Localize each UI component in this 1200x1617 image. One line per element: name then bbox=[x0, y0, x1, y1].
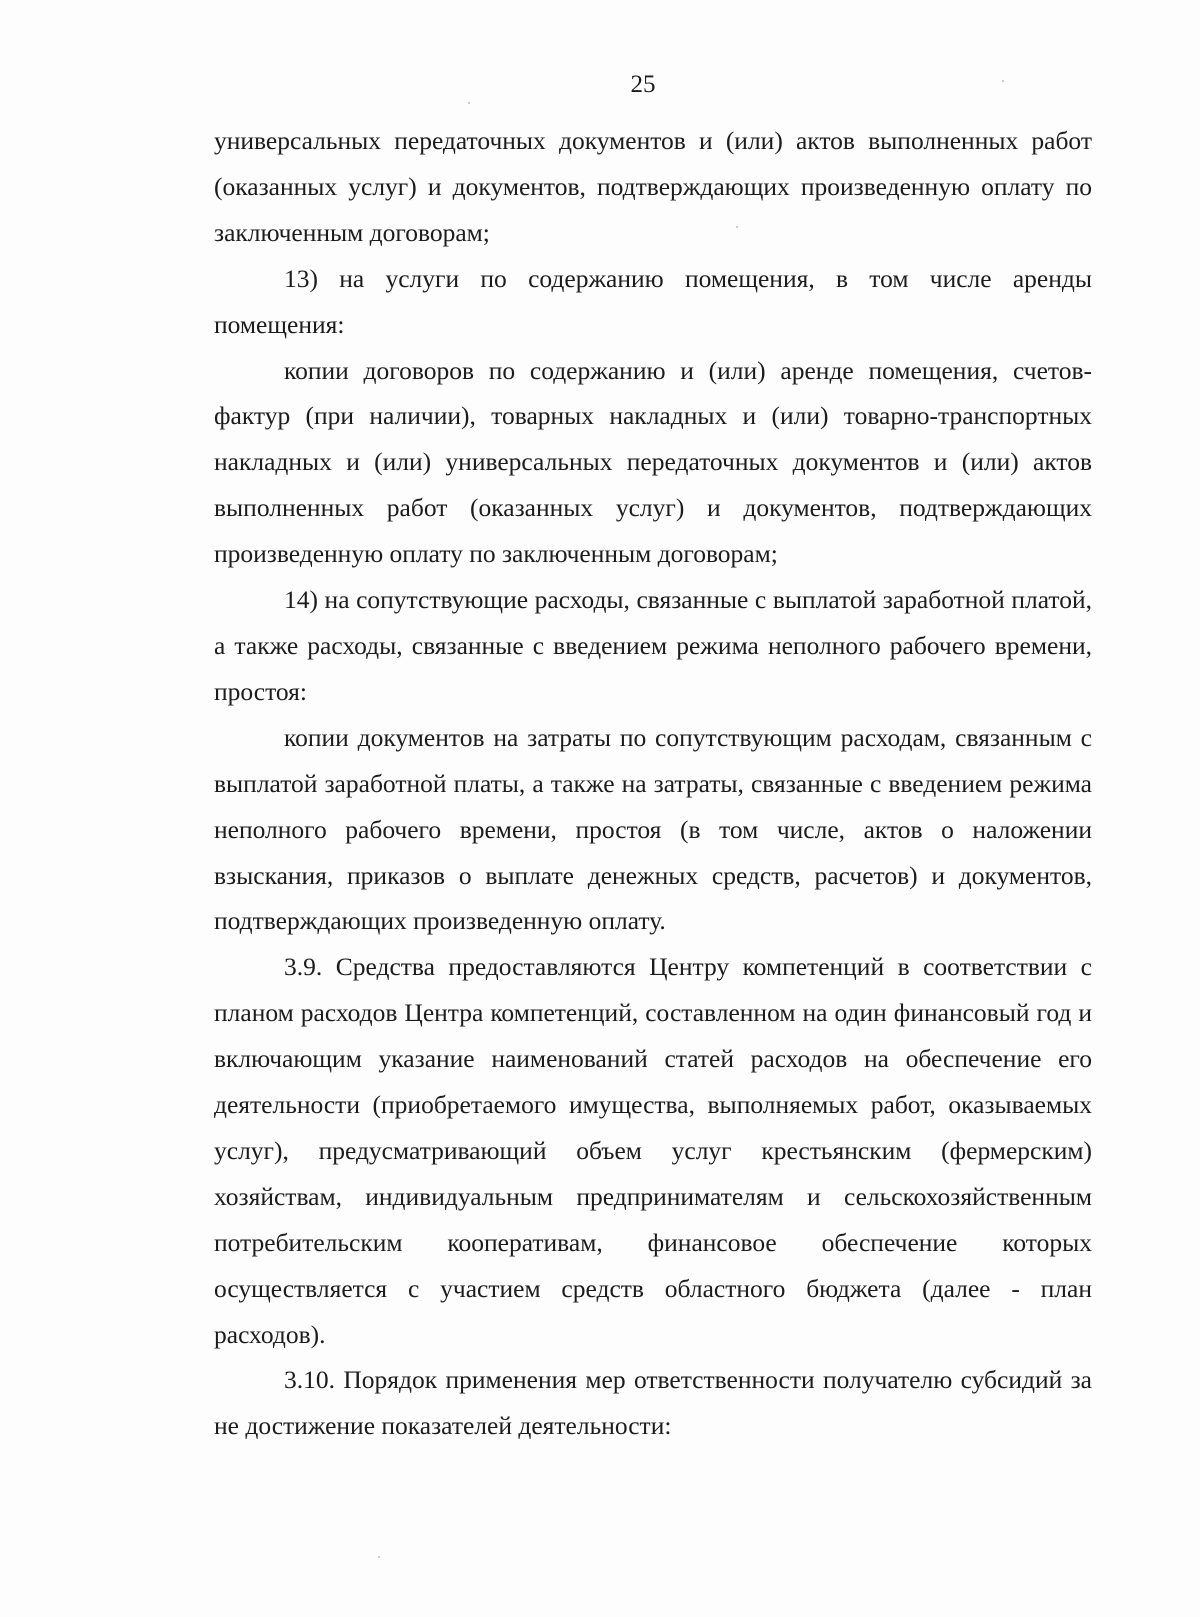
scan-speck bbox=[1002, 80, 1004, 82]
paragraph-item-13: 13) на услуги по содержанию помещения, в том числе аренды помещения: bbox=[214, 263, 1092, 339]
paragraph-continuation: универсальных передаточных документов и (или) актов выполненных работ (оказанных услуг) и документов, подтверждающих произведенную оплату по заключенным договорам; bbox=[214, 126, 1092, 247]
paragraph-section-3-10: 3.10. Порядок применения мер ответственности получателю субсидий за не достижение показателей деятельности: bbox=[214, 1365, 1092, 1441]
scan-speck bbox=[736, 226, 738, 228]
scan-speck bbox=[378, 1556, 380, 1558]
paragraph-item-14: 14) на сопутствующие расходы, связанные с выплатой заработной платой, а также расходы, связанные с введением режима неполного рабочего времени, простоя: bbox=[214, 585, 1092, 706]
scan-speck bbox=[468, 102, 470, 104]
document-body bbox=[214, 118, 1092, 1449]
paragraph-item-13-documents: копии договоров по содержанию и (или) аренде помещения, счетов-фактур (при наличии), товарных накладных и (или) товарно-транспортных накладных и (или) универсальных передаточных документов и (или) актов выполненных работ (оказанных услуг) и документов, подтверждающих произведенную оплату по заключенным договорам; bbox=[214, 355, 1092, 569]
paragraph-item-14-documents: копии документов на затраты по сопутствующим расходам, связанным с выплатой заработной платы, а также на затраты, связанные с введением режима неполного рабочего времени, простоя (в том числе, актов о наложении взыскания, приказов о выплате денежных средств, расчетов) и документов, подтверждающих произведенную оплату. bbox=[214, 722, 1092, 936]
page-number: 25 bbox=[630, 71, 656, 98]
paragraph-section-3-9: 3.9. Средства предоставляются Центру компетенций в соответствии с планом расходов Центра компетенций, составленном на один финансовый год и включающим указание наименований статей расходов на обеспечение его деятельности (приобретаемого имущества, выполняемых работ, оказываемых услуг), предусматривающий объем услуг крестьянским (фермерским) хозяйствам, индивидуальным предпринимателям и сельскохозяйственным потребительским кооперативам, финансовое обеспечение которых осуществляется с участием средств областного бюджета (далее - план расходов). bbox=[214, 952, 1092, 1349]
